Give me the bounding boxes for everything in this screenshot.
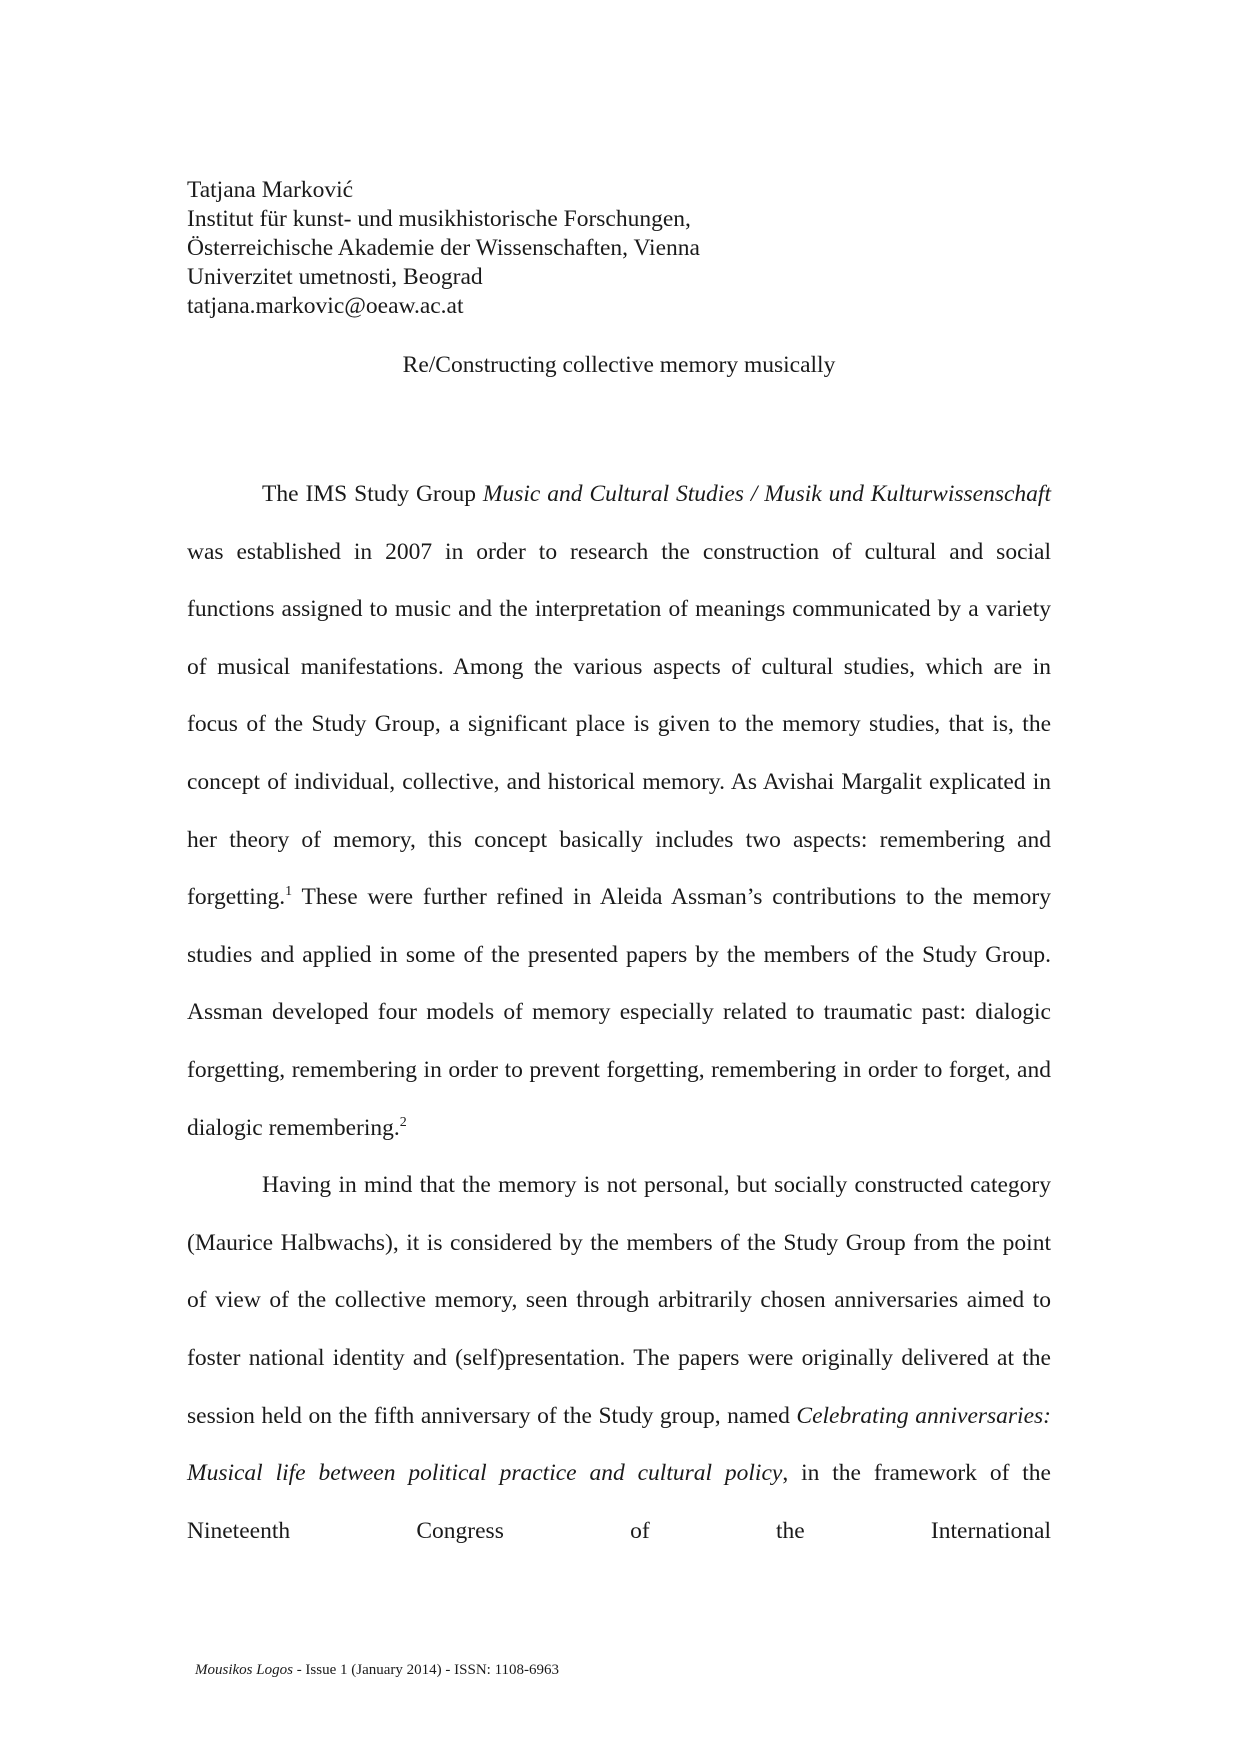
footer-issue-info: - Issue 1 (January 2014) - ISSN: 1108-6963	[292, 1662, 560, 1678]
p1-text-a: The IMS Study Group	[262, 481, 483, 507]
p1-study-group-name: Music and Cultural Studies / Musik und Kulturwissenschaft	[482, 481, 1051, 507]
author-affiliation-university: Univerzitet umetnosti, Beograd	[187, 264, 483, 290]
author-affiliation-academy: Österreichische Akademie der Wissenschaften, Vienna	[187, 235, 700, 261]
body-paragraph-2	[187, 1157, 1051, 1560]
p2-text-a: Having in mind that the memory is not personal, but socially constructed category (Maurice Halbwachs), it is considered by the members of the Study Group from the point of view of the collective memory, seen through arbitrarily chosen anniversaries aimed to foster national identity and (self)presentation. The papers were originally delivered at the session held on the fifth anniversary of the Study group, named	[187, 1172, 1051, 1429]
body-paragraph-1	[187, 466, 1051, 1157]
p2-text-c: , in the framework of the Nineteenth Congress of the International	[187, 1460, 1051, 1544]
article-body	[187, 466, 1051, 1560]
footnote-ref-2: 2	[399, 1114, 407, 1130]
page-footer	[195, 1660, 559, 1680]
author-email: tatjana.markovic@oeaw.ac.at	[187, 293, 464, 319]
footnote-ref-1: 1	[285, 884, 293, 900]
footer-journal-name: Mousikos Logos	[195, 1662, 293, 1678]
author-block	[187, 176, 700, 321]
author-affiliation-institute: Institut für kunst- und musikhistorische Forschungen,	[187, 206, 691, 232]
p2-session-name: Celebrating anniversaries: Musical life between political practice and cultural policy	[187, 1402, 1051, 1487]
author-name: Tatjana Marković	[187, 177, 354, 203]
p1-text-d: These were further refined in Aleida Assman’s contributions to the memory studies and applied in some of the presented papers by the members of the Study Group. Assman developed four models of memory especially related to traumatic past: dialogic forgetting, remembering in order to prevent forgetting, remembering in order to forget, and dialogic remembering.	[187, 884, 1051, 1141]
p1-text-c: was established in 2007 in order to research the construction of cultural and social functions assigned to music and the interpretation of meanings communicated by a variety of musical manifestations. Among the various aspects of cultural studies, which are in focus of the Study Group, a significant place is given to the memory studies, that is, the concept of individual, collective, and historical memory. As Avishai Margalit explicated in her theory of memory, this concept basically includes two aspects: remembering and forgetting.	[187, 538, 1051, 911]
article-title: Re/Constructing collective memory musically	[402, 352, 836, 378]
